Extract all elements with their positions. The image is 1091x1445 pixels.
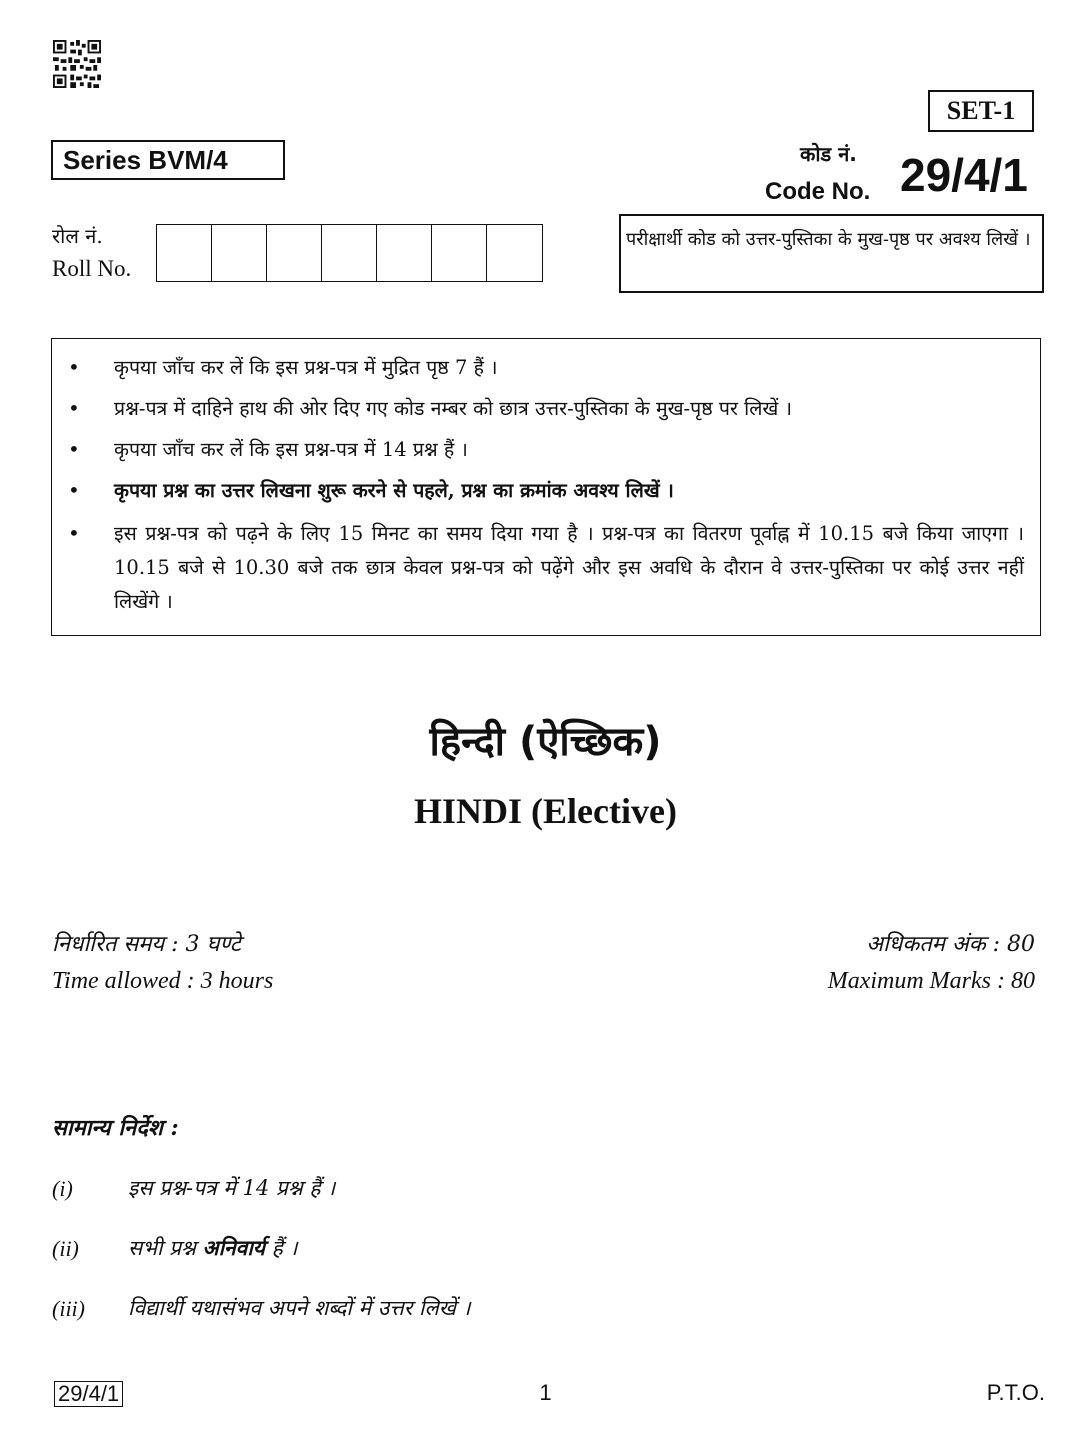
roll-label-english: Roll No.	[52, 256, 132, 281]
roll-digit-box[interactable]	[487, 225, 542, 281]
general-instructions-heading: सामान्य निर्देश :	[52, 1115, 179, 1141]
general-instruction-text: इस प्रश्न-पत्र में 14 प्रश्न हैं ।	[128, 1176, 336, 1200]
bullet-icon: •	[68, 478, 80, 502]
instruction-number: (ii)	[52, 1236, 79, 1261]
code-label-english: Code No.	[765, 178, 871, 205]
max-marks-english: Maximum Marks : 80	[827, 968, 1035, 994]
pto-label: P.T.O.	[986, 1380, 1045, 1405]
instruction-number: (iii)	[52, 1296, 85, 1321]
page-number: 1	[539, 1380, 552, 1405]
general-instruction-text: विद्यार्थी यथासंभव अपने शब्दों में उत्तर लिखें ।	[128, 1296, 471, 1320]
roll-digit-box[interactable]	[267, 225, 322, 281]
series-box	[51, 140, 285, 180]
series-label: Series BVM/4	[63, 144, 228, 175]
general-instruction-text: सभी प्रश्न अनिवार्य हैं ।	[128, 1235, 298, 1260]
roll-digit-box[interactable]	[377, 225, 432, 281]
roll-digit-box[interactable]	[432, 225, 487, 281]
instruction-text: प्रश्न-पत्र में दाहिने हाथ की ओर दिए गए कोड नम्बर को छात्र उत्तर-पुस्तिका के मुख-पृष्ठ पर लिखें ।	[114, 397, 792, 420]
max-marks-hindi: अधिकतम अंक : 80	[866, 932, 1035, 957]
roll-label-hindi: रोल नं.	[52, 224, 103, 248]
code-label-hindi: कोड नं.	[800, 142, 857, 166]
roll-digit-box[interactable]	[322, 225, 377, 281]
candidate-code-note: परीक्षार्थी कोड को उत्तर-पुस्तिका के मुख-पृष्ठ पर अवश्य लिखें ।	[619, 214, 1044, 293]
bullet-icon: •	[68, 521, 80, 545]
instruction-text: कृपया प्रश्न का उत्तर लिखना शुरू करने से पहले, प्रश्न का क्रमांक अवश्य लिखें ।	[114, 479, 674, 502]
roll-number-boxes[interactable]	[156, 224, 543, 282]
footer-code: 29/4/1	[54, 1381, 123, 1407]
instructions-box	[51, 338, 1041, 636]
set-label-box	[928, 90, 1034, 132]
code-number: 29/4/1	[900, 149, 1028, 201]
instruction-text: कृपया जाँच कर लें कि इस प्रश्न-पत्र में 14 प्रश्न हैं ।	[114, 438, 468, 461]
bullet-icon: •	[68, 355, 80, 379]
roll-digit-box[interactable]	[212, 225, 267, 281]
set-label: SET-1	[946, 96, 1016, 125]
instruction-number: (i)	[52, 1176, 73, 1201]
bullet-icon: •	[68, 437, 80, 461]
subject-title-hindi: हिन्दी (ऐच्छिक)	[429, 719, 662, 765]
qr-code-icon	[53, 40, 101, 88]
time-allowed-english: Time allowed : 3 hours	[52, 968, 274, 994]
roll-digit-box[interactable]	[157, 225, 212, 281]
bullet-icon: •	[68, 396, 80, 420]
subject-title-english: HINDI (Elective)	[414, 791, 677, 831]
instruction-text: कृपया जाँच कर लें कि इस प्रश्न-पत्र में मुद्रित पृष्ठ 7 हैं ।	[114, 356, 498, 379]
instruction-text: इस प्रश्न-पत्र को पढ़ने के लिए 15 मिनट का समय दिया गया है । प्रश्न-पत्र का वितरण पूर्वाह्न में 10.15 बजे किया जाएगा । 10.15 बजे से 10.30 बजे तक छात्र केवल प्रश्न-पत्र को पढ़ेंगे और इस अवधि के दौरान वे उत्तर-पुस्तिका पर कोई उत्तर नहीं लिखेंगे ।	[114, 522, 1024, 613]
time-allowed-hindi: निर्धारित समय : 3 घण्टे	[52, 932, 241, 957]
